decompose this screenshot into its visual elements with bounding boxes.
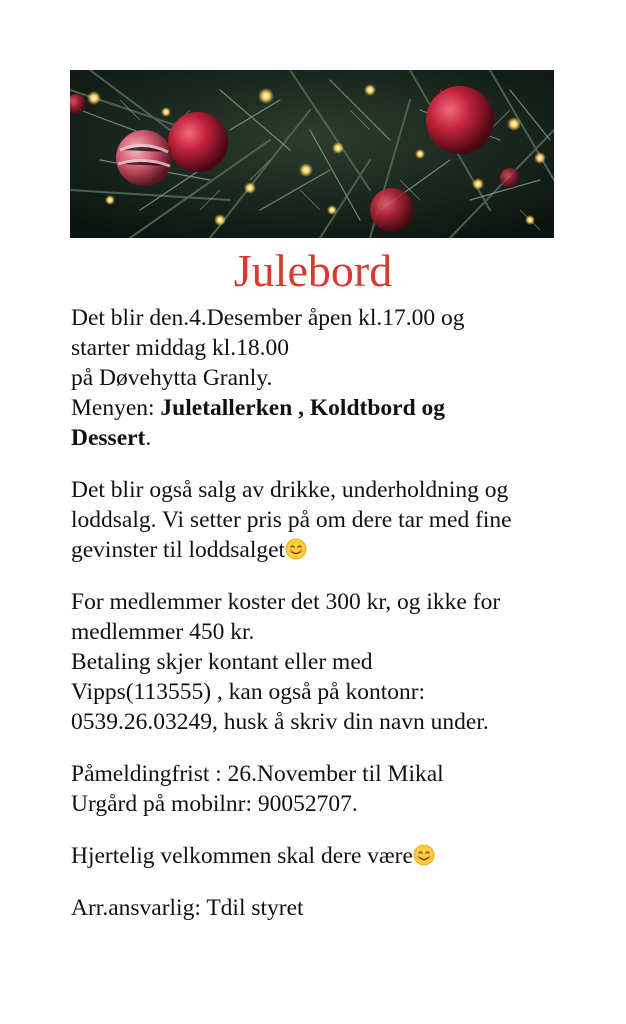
text-line: Det blir også salg av drikke, underholdning og [71, 477, 509, 503]
menu-line [71, 423, 551, 453]
text-line: starter middag kl.18.00 [71, 335, 289, 361]
paragraph-activities [71, 475, 551, 565]
text-line: 0539.26.03249, husk å skriv din navn under. [71, 709, 489, 735]
text-segment: Hjertelig velkommen skal dere være [71, 843, 413, 869]
text-line: medlemmer 450 kr. [71, 619, 255, 645]
page-title: Julebord [233, 245, 393, 296]
menu-items: Juletallerken , Koldtbord og [160, 395, 446, 421]
christmas-tree-ornaments-photo [70, 70, 554, 238]
text-line: Påmeldingfrist : 26.November til Mikal [71, 761, 444, 787]
paragraph-organizer [71, 893, 551, 923]
text-line: på Døvehytta Granly. [71, 365, 273, 391]
text-line: For medlemmer koster det 300 kr, og ikke for [71, 589, 501, 615]
text-line: Vipps(113555) , kan også på kontonr: [71, 679, 426, 705]
text-line: Urgård på mobilnr: 90052707. [71, 791, 358, 817]
text-line: Arr.ansvarlig: Tdil styret [71, 895, 304, 921]
text-line: Det blir den.4.Desember åpen kl.17.00 og [71, 305, 465, 331]
smiling-face-emoji-icon [413, 844, 435, 866]
text-segment: gevinster til loddsalget [71, 537, 286, 563]
text-line [71, 535, 551, 565]
invitation-body [71, 303, 551, 945]
paragraph-registration [71, 759, 551, 819]
paragraph-welcome [71, 841, 551, 871]
smiling-face-emoji-icon [285, 538, 307, 560]
banner-image [70, 70, 554, 238]
menu-label: Menyen: [71, 395, 161, 421]
paragraph-pricing [71, 587, 551, 737]
menu-end: . [145, 425, 152, 451]
menu-line [71, 393, 551, 423]
text-line: Betaling skjer kontant eller med [71, 649, 373, 675]
paragraph-event-details [71, 303, 551, 453]
menu-items: Dessert [71, 425, 146, 451]
text-line [71, 841, 551, 871]
text-line: loddsalg. Vi setter pris på om dere tar med fine [71, 507, 512, 533]
